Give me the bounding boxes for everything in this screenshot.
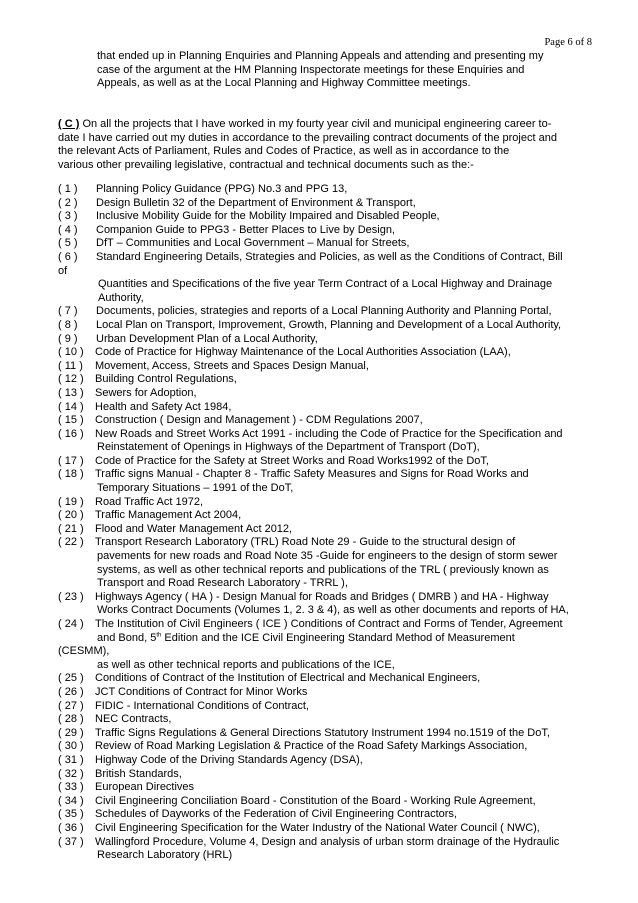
list-item <box>58 428 618 455</box>
list-item-number: ( 37 ) <box>58 835 84 848</box>
list-item-number: ( 22 ) <box>58 536 84 549</box>
list-item-text: Traffic signs Manual - Chapter 8 - Traffic Safety Measures and Signs for Road Works and <box>95 468 529 481</box>
section-c-line: On all the projects that I have worked in my fourty year civil and municipal engineering career to- <box>79 118 552 130</box>
list-item <box>58 523 618 537</box>
list-item-text: Edition and the ICE Civil Engineering Standard Method of Measurement <box>161 631 515 644</box>
list-item <box>58 768 618 782</box>
list-item-text: Wallingford Procedure, Volume 4, Design and analysis of urban storm drainage of the Hydraulic <box>95 835 560 848</box>
list-item-number: ( 24 ) <box>58 618 84 630</box>
list-item-text: Construction ( Design and Management ) - CDM Regulations 2007, <box>95 414 423 427</box>
list-item-number: ( 27 ) <box>58 699 84 712</box>
list-item-number: ( 17 ) <box>58 454 84 467</box>
list-item-number: ( 11 ) <box>58 359 83 372</box>
list-item-text: Health and Safety Act 1984, <box>95 400 232 413</box>
list-item-number: ( 34 ) <box>58 794 84 807</box>
list-item <box>58 509 618 523</box>
list-item-text: Code of Practice for the Safety at Street Works and Road Works1992 of the DoT, <box>95 454 489 467</box>
list-item-text: Documents, policies, strategies and reports of a Local Planning Authority and Planning Portal, <box>96 305 552 318</box>
list-item-number: ( 25 ) <box>58 672 84 685</box>
list-item-number: ( 4 ) <box>58 223 78 236</box>
list-item-number: ( 16 ) <box>58 427 84 440</box>
list-item-text: Standard Engineering Details, Strategies and Policies, as well as the Conditions of Contract, Bill <box>96 250 563 263</box>
section-c-line: the relevant Acts of Parliament, Rules and Codes of Practice, as well as in accordance to the <box>58 145 510 158</box>
documents-list <box>58 183 618 863</box>
list-item <box>58 224 618 238</box>
list-item <box>58 468 618 495</box>
list-item <box>58 713 618 727</box>
list-item-number: ( 2 ) <box>58 196 78 209</box>
list-item-text: Inclusive Mobility Guide for the Mobility Impaired and Disabled People, <box>96 210 440 223</box>
list-item-text: Schedules of Dayworks of the Federation of Civil Engineering Contractors, <box>95 808 457 821</box>
list-item-text: Building Control Regulations, <box>95 373 237 386</box>
list-item <box>58 197 618 211</box>
list-item-number: ( 6 ) <box>58 250 78 263</box>
section-c-paragraph <box>58 118 608 172</box>
list-item-number: ( 9 ) <box>58 332 78 345</box>
list-item <box>58 401 618 415</box>
list-item <box>58 754 618 768</box>
list-item <box>58 414 618 428</box>
list-item-text: Transport Research Laboratory (TRL) Road Note 29 - Guide to the structural design of <box>95 536 516 549</box>
list-item-number: ( 30 ) <box>58 740 84 753</box>
list-item-text: Design Bulletin 32 of the Department of Environment & Transport, <box>96 196 416 209</box>
list-item <box>58 333 618 347</box>
list-item <box>58 373 618 387</box>
list-item-text: NEC Contracts, <box>95 713 172 726</box>
list-item <box>58 591 618 618</box>
intro-paragraph <box>97 50 602 91</box>
list-item-text: Local Plan on Transport, Improvement, Growth, Planning and Development of a Local Authority, <box>96 318 562 331</box>
list-item-number: ( 23 ) <box>58 590 84 603</box>
list-item-text: Traffic Signs Regulations & General Directions Statutory Instrument 1994 no.1519 of the DoT, <box>95 726 550 739</box>
list-item <box>58 455 618 469</box>
list-item-text: Civil Engineering Specification for the Water Industry of the National Water Council ( NWC), <box>95 821 540 834</box>
list-item <box>58 700 618 714</box>
list-item <box>58 496 618 510</box>
list-item-number: ( 15 ) <box>58 414 84 427</box>
list-item-text: Conditions of Contract of the Institution of Electrical and Mechanical Engineers, <box>95 672 481 685</box>
list-item <box>58 237 618 251</box>
list-item <box>58 319 618 333</box>
list-item-wrap-text: of <box>58 264 68 277</box>
list-item <box>58 387 618 401</box>
list-item <box>58 210 618 224</box>
list-item-number: ( 10 ) <box>58 346 84 359</box>
list-item <box>58 305 618 319</box>
list-item-text: Reinstatement of Openings in Highways of the Department of Transport (DoT), <box>97 441 480 454</box>
list-item-number: ( 5 ) <box>58 237 78 250</box>
list-item-text: The Institution of Civil Engineers ( ICE ) Conditions of Contract and Forms of Tender, Agreement <box>95 618 563 630</box>
list-item-text: New Roads and Street Works Act 1991 - including the Code of Practice for the Specification and <box>95 427 563 440</box>
list-item-number: ( 28 ) <box>58 713 84 726</box>
list-item-text: DfT – Communities and Local Government – Manual for Streets, <box>96 237 410 250</box>
list-item-text: Quantities and Specifications of the five year Term Contract of a Local Highway and Drainage <box>98 278 553 291</box>
intro-line: Appeals, as well as at the Local Planning and Highway Committee meetings. <box>97 77 471 90</box>
list-item-number: ( 8 ) <box>58 318 78 331</box>
list-item-number: ( 31 ) <box>58 753 84 766</box>
list-item-number: ( 21 ) <box>58 522 84 535</box>
list-item-text: Companion Guide to PPG3 - Better Places to Live by Design, <box>96 223 395 236</box>
list-item-text: and Bond, 5 <box>97 631 157 644</box>
list-item <box>58 672 618 686</box>
list-item-text: British Standards, <box>95 767 182 780</box>
list-item-text: JCT Conditions of Contract for Minor Works <box>95 685 308 698</box>
list-item-text: systems, as well as other technical reports and publications of the TRL ( previously known as <box>97 563 549 576</box>
list-item-text: Road Traffic Act 1972, <box>95 495 204 508</box>
list-item-text: Highways Agency ( HA ) - Design Manual for Roads and Bridges ( DMRB ) and HA - Highway <box>95 590 549 603</box>
list-item-number: ( 26 ) <box>58 685 84 698</box>
section-c-line: date I have carried out my duties in accordance to the prevailing contract documents of the project and <box>58 131 557 144</box>
list-item-text: Sewers for Adoption, <box>95 386 197 399</box>
list-item-text: Civil Engineering Conciliation Board - Constitution of the Board - Working Rule Agreement, <box>95 794 536 807</box>
list-item-text: Code of Practice for Highway Maintenance of the Local Authorities Association (LAA), <box>95 346 511 359</box>
list-item-text: Review of Road Marking Legislation & Practice of the Road Safety Markings Association, <box>95 740 528 753</box>
section-c-marker: ( C ) <box>58 118 80 130</box>
list-item-text: FIDIC - International Conditions of Contract, <box>95 699 309 712</box>
list-item-text: Temporary Situations – 1991 of the DoT, <box>97 482 294 495</box>
list-item-number: ( 14 ) <box>58 400 84 413</box>
intro-line: case of the argument at the HM Planning Inspectorate meetings for these Enquiries and <box>97 63 525 76</box>
list-item <box>58 808 618 822</box>
list-item <box>58 836 618 863</box>
list-item-text: pavements for new roads and Road Note 35 -Guide for engineers to the design of storm sewer <box>97 550 558 563</box>
list-item <box>58 740 618 754</box>
list-item-number: ( 12 ) <box>58 373 84 386</box>
list-item <box>58 251 618 305</box>
list-item-text: Planning Policy Guidance (PPG) No.3 and PPG 13, <box>96 183 348 195</box>
section-c-line: various other prevailing legislative, contractual and technical documents such as the:- <box>58 158 474 171</box>
list-item-text: Authority, <box>98 291 144 304</box>
ordinal-suffix: th <box>156 631 162 638</box>
list-item-text: Urban Development Plan of a Local Authority, <box>96 332 318 345</box>
list-item <box>58 727 618 741</box>
list-item-number: ( 29 ) <box>58 726 84 739</box>
list-item <box>58 360 618 374</box>
list-item-number: ( 1 ) <box>58 183 78 195</box>
list-item-text: Works Contract Documents (Volumes 1, 2. 3 & 4), as well as other documents and reports of HA, <box>97 604 569 617</box>
list-item-text: European Directives <box>95 781 195 794</box>
list-item <box>58 781 618 795</box>
list-item-text: Transport and Road Research Laboratory - TRRL ), <box>97 577 348 590</box>
list-item-number: ( 7 ) <box>58 305 78 318</box>
list-item-number: ( 3 ) <box>58 210 78 223</box>
list-item-number: ( 32 ) <box>58 767 84 780</box>
list-item-number: ( 35 ) <box>58 808 84 821</box>
list-item <box>58 536 618 590</box>
list-item-number: ( 18 ) <box>58 468 84 481</box>
list-item-number: ( 36 ) <box>58 821 84 834</box>
list-item <box>58 822 618 836</box>
list-item <box>58 618 618 672</box>
list-item-number: ( 20 ) <box>58 509 84 522</box>
list-item-text: Highway Code of the Driving Standards Agency (DSA), <box>95 753 363 766</box>
list-item-text: Movement, Access, Streets and Spaces Design Manual, <box>95 359 369 372</box>
list-item-text: as well as other technical reports and publications of the ICE, <box>97 658 395 671</box>
list-item <box>58 183 618 197</box>
list-item <box>58 795 618 809</box>
list-item <box>58 686 618 700</box>
list-item-number: ( 13 ) <box>58 386 84 399</box>
intro-line: that ended up in Planning Enquiries and Planning Appeals and attending and presenting my <box>97 50 544 62</box>
list-item-number: ( 33 ) <box>58 781 84 794</box>
list-item-text: Research Laboratory (HRL) <box>97 849 233 862</box>
list-item-text: Flood and Water Management Act 2012, <box>95 522 293 535</box>
list-item-number: ( 19 ) <box>58 495 84 508</box>
list-item-wrap-text: (CESMM), <box>58 645 110 658</box>
list-item <box>58 346 618 360</box>
page-number: Page 6 of 8 <box>544 37 592 48</box>
list-item-text: Traffic Management Act 2004, <box>95 509 242 522</box>
